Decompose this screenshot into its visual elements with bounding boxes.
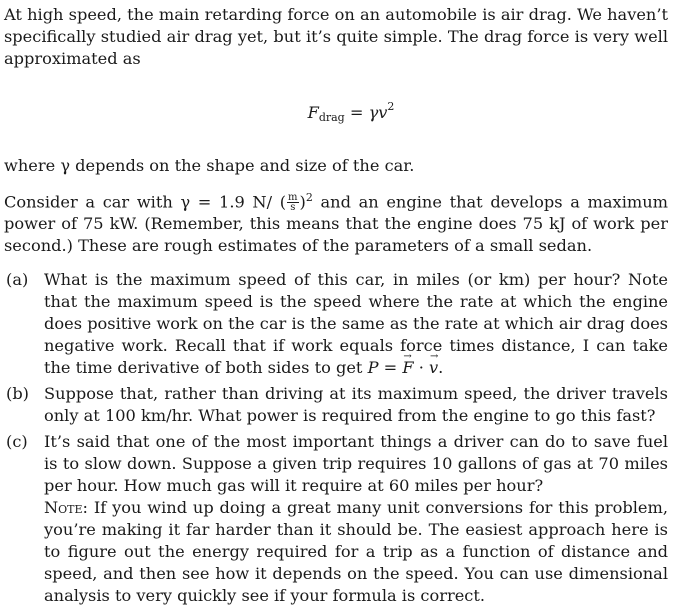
formula-dot: · — [413, 358, 429, 378]
formula-velocity-vector: → v — [429, 357, 438, 379]
consider-paragraph — [4, 187, 668, 257]
where-line: where γ depends on the shape and size of the car. — [4, 156, 415, 175]
question-b-label: (b) — [6, 384, 29, 404]
consider-part3: and an engine that develops a maximum power of 75 kW. (Remember, this means that the engine does 75 kJ of work per second.) These are rough estimates of the parameters of a small sedan. — [4, 192, 668, 256]
note-text: If you wind up doing a great many unit conversions for this problem, you’re making it far harder than it should be. The easiest approach here is to figure out the energy required for a trip as a function of distance and speed, and then see how it depends on the speed. You can use dimensional analysis to very quickly see if your formula is correct. — [44, 498, 668, 606]
question-c — [4, 431, 668, 607]
formula-p: P — [367, 358, 379, 378]
equation-lhs: F — [307, 103, 319, 122]
question-b — [4, 383, 668, 427]
formula-force-vector: → F — [402, 357, 413, 379]
question-a-text: What is the maximum speed of this car, in miles (or km) per hour? Note that the maximum speed is the speed where the rate at which the engine does positive work on the car is the same as the rate at which air drag does negative work. Recall that if work equals force times distance, I can take the time derivative of both sides to get — [44, 270, 668, 378]
question-c-note — [44, 497, 668, 607]
formula-end: . — [438, 358, 444, 378]
equation-rhs-exponent: 2 — [387, 100, 395, 113]
equation-lhs-subscript: drag — [318, 111, 345, 124]
intro-paragraph: At high speed, the main retarding force on an automobile is air drag. We haven’t specifically studied air drag yet, but it’s quite simple. The drag force is very well approximated as — [4, 5, 668, 68]
drag-equation — [4, 96, 668, 129]
consider-exponent: 2 — [305, 191, 313, 204]
consider-part2: ) — [299, 192, 306, 212]
unit-fraction-bottom: s — [290, 202, 296, 214]
unit-fraction — [287, 193, 298, 212]
question-c-body — [44, 431, 668, 607]
formula-eq: = — [378, 358, 403, 378]
question-c-text: It’s said that one of the most important things a driver can do to save fuel is to slow down. Suppose a given trip requires 10 gallons of gas at 70 miles per hour. How much gas will it require at 60 miles per hour? — [44, 432, 668, 496]
problem-page — [4, 4, 668, 611]
note-heading: Note: — [44, 498, 89, 518]
question-list — [4, 269, 668, 607]
question-c-label: (c) — [6, 432, 28, 452]
question-a — [4, 269, 668, 379]
consider-part1: Consider a car with γ = 1.9 N/ ( — [4, 192, 287, 212]
question-a-label: (a) — [6, 270, 29, 290]
question-a-body — [44, 269, 668, 379]
question-b-text: Suppose that, rather than driving at its maximum speed, the driver travels only at 100 km/hr. What power is required from the engine to go this fast? — [44, 384, 668, 426]
unit-fraction-top: m — [288, 192, 298, 204]
equation-rhs: = γv — [344, 103, 388, 122]
